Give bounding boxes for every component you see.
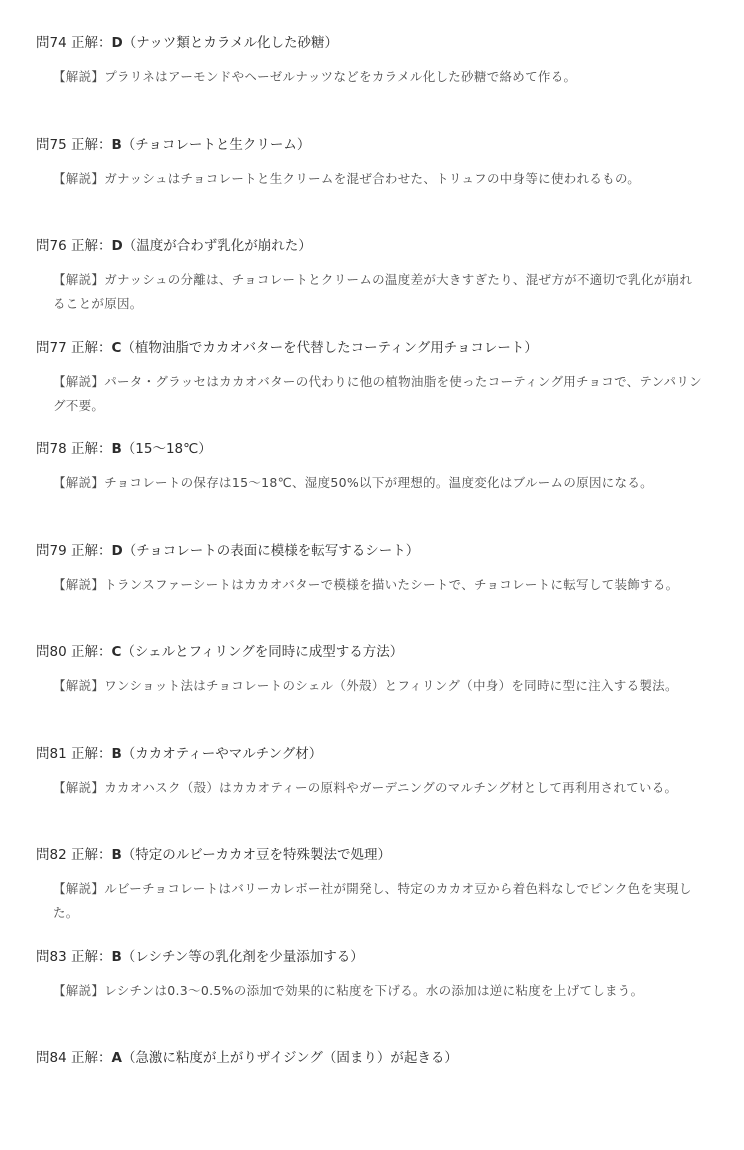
answer-line (36, 642, 704, 662)
explanation: 【解説】トランスファーシートはカカオバターで模様を描いたシートで、チョコレートに転写して装飾する。 (53, 576, 679, 592)
answer-description: （15〜18℃） (121, 441, 212, 457)
answer-entry-76 (36, 236, 704, 338)
answer-line (36, 744, 704, 764)
answer-line (36, 845, 704, 865)
correct-answer: B (111, 441, 122, 457)
explanation: 【解説】パータ・グラッセはカカオバターの代わりに他の植物油脂を使ったコーティング用チョコで、テンパリング不要。 (53, 373, 702, 413)
question-number: 問79 正解： (36, 542, 112, 559)
correct-answer: D (111, 35, 123, 51)
question-number: 問83 正解： (36, 948, 112, 965)
answer-line (36, 947, 704, 967)
answer-description: （特定のルビーカカオ豆を特殊製法で処理） (121, 847, 391, 863)
answer-line (36, 338, 704, 358)
question-number: 問77 正解： (36, 339, 112, 356)
correct-answer: A (111, 1050, 122, 1066)
answer-description: （チョコレートの表面に模様を転写するシート） (122, 542, 420, 559)
question-number: 問84 正解： (36, 1050, 112, 1066)
question-number: 問81 正解： (36, 745, 112, 762)
question-number: 問80 正解： (36, 644, 112, 660)
explanation: 【解説】チョコレートの保存は15〜18℃、湿度50%以下が理想的。温度変化はブルームの原因になる。 (53, 475, 653, 490)
answer-description: （温度が合わず乳化が崩れた） (122, 238, 312, 254)
question-number: 問75 正解： (36, 136, 112, 153)
explanation: 【解説】プラリネはアーモンドやヘーゼルナッツなどをカラメル化した砂糖で絡めて作る。 (53, 69, 577, 84)
answer-line (36, 1048, 704, 1068)
question-number: 問82 正解： (36, 847, 112, 863)
correct-answer: B (111, 948, 122, 965)
correct-answer: C (111, 644, 122, 660)
answer-line (36, 541, 704, 561)
correct-answer: D (111, 542, 123, 559)
answer-description: （レシチン等の乳化剤を少量添加する） (121, 948, 364, 965)
question-number: 問76 正解： (36, 238, 112, 254)
answer-description: （ナッツ類とカラメル化した砂糖） (122, 35, 339, 51)
answer-entry-74 (36, 33, 704, 135)
correct-answer: D (111, 238, 123, 254)
correct-answer: B (111, 847, 122, 863)
answer-entry-77 (36, 338, 704, 440)
answer-description: （カカオティーやマルチング材） (121, 745, 323, 762)
explanation: 【解説】ガナッシュの分離は、チョコレートとクリームの温度差が大きすぎたり、混ぜ方が不適切で乳化が崩れることが原因。 (53, 272, 693, 311)
explanation: 【解説】ガナッシュはチョコレートと生クリームを混ぜ合わせた、トリュフの中身等に使われるもの。 (53, 170, 641, 186)
explanation: 【解説】カカオハスク（殻）はカカオティーの原料やガーデニングのマルチング材として再利用されている。 (53, 779, 678, 795)
correct-answer: B (111, 745, 122, 762)
answer-line (36, 135, 704, 155)
explanation: 【解説】ルビーチョコレートはバリーカレボー社が開発し、特定のカカオ豆から着色料なしでピンク色を実現した。 (53, 881, 692, 920)
answer-entry-81 (36, 744, 704, 846)
answer-entry-83 (36, 947, 704, 1049)
answer-entry-79 (36, 541, 704, 643)
explanation: 【解説】レシチンは0.3〜0.5%の添加で効果的に粘度を下げる。水の添加は逆に粘度を上げてしまう。 (53, 982, 644, 998)
answer-line (36, 33, 704, 53)
answer-entry-82 (36, 845, 704, 947)
answer-description: （シェルとフィリングを同時に成型する方法） (121, 644, 404, 660)
correct-answer: B (111, 136, 122, 153)
correct-answer: C (111, 339, 122, 356)
answer-line (36, 236, 704, 256)
explanation: 【解説】ワンショット法はチョコレートのシェル（外殻）とフィリング（中身）を同時に型に注入する製法。 (53, 678, 678, 693)
question-number: 問78 正解： (36, 441, 112, 457)
question-number: 問74 正解： (36, 35, 112, 51)
answer-entry-84 (36, 1048, 704, 1150)
answer-description: （チョコレートと生クリーム） (121, 136, 311, 153)
answer-entry-80 (36, 642, 704, 744)
answer-description: （植物油脂でカカオバターを代替したコーティング用チョコレート） (121, 339, 538, 356)
answer-entry-78 (36, 439, 704, 541)
answer-entry-75 (36, 135, 704, 237)
answer-line (36, 439, 704, 459)
answer-description: （急激に粘度が上がりザイジング（固まり）が起きる） (121, 1050, 458, 1066)
